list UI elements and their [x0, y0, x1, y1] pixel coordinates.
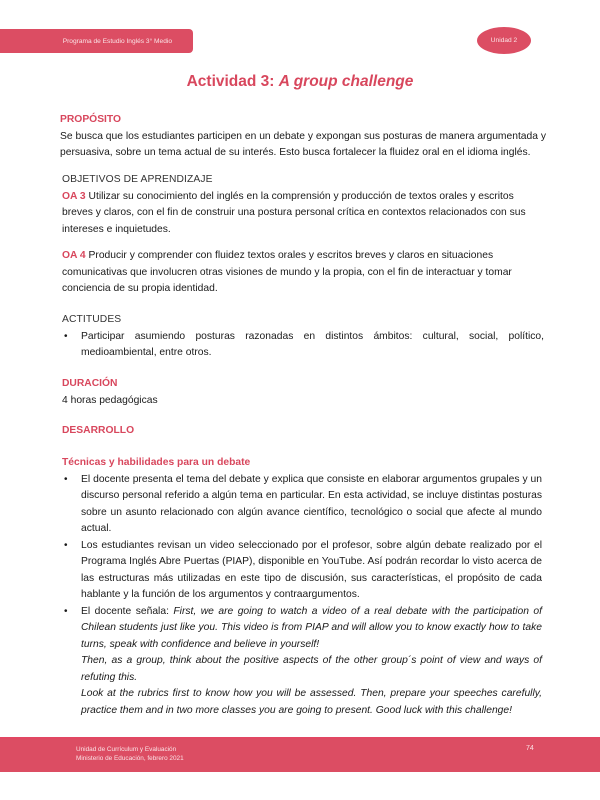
debate-skills-subheading: Técnicas y habilidades para un debate	[62, 457, 251, 468]
oa3-label: OA 3	[62, 190, 86, 202]
development-heading-block	[62, 423, 544, 440]
program-header-band	[0, 29, 193, 53]
development-list	[62, 472, 542, 720]
oa3-text: Utilizar su conocimiento del inglés en la comprensión y producción de textos orales y escritos breves y claros, con el fin de construir una postura personal crítica en contextos relacionados con sus intereses e inquietudes.	[62, 190, 526, 235]
teacher-quote-1: First, we are going to watch a video of a real debate with the participation of Chilean students just like you. This video is from PIAP and will allow you to know exactly how to take turns, speak with confidence and believe in yourself!	[81, 605, 542, 650]
footer-line-1: Unidad de Currículum y Evaluación	[76, 746, 177, 753]
objective-oa4	[62, 248, 542, 298]
footer-credits	[76, 745, 184, 763]
activity-title-prefix: Actividad 3:	[186, 73, 279, 90]
attitudes-heading: ACTITUDES	[62, 314, 122, 325]
attitudes-list	[62, 329, 544, 362]
development-heading: DESARROLLO	[62, 425, 135, 436]
page-number: 74	[526, 745, 534, 752]
purpose-section	[60, 112, 546, 162]
activity-title-italic: A group challenge	[278, 73, 414, 90]
unit-badge	[477, 27, 531, 54]
footer-line-2: Ministerio de Educación, febrero 2021	[76, 755, 184, 762]
teacher-quote-3: Look at the rubrics first to know how you will be assessed. Then, prepare your speeches carefully, practice them and in two more classes you are going to present. Good luck with this challenge!	[81, 688, 542, 716]
purpose-heading: PROPÓSITO	[60, 114, 122, 125]
attitude-item: • Participar asumiendo posturas razonadas en distintos ámbitos: cultural, social, político, medioambiental, entre otros.	[62, 329, 544, 362]
teacher-quote-2: Then, as a group, think about the positive aspects of the other group´s point of view and ways of refuting this.	[81, 655, 542, 683]
teacher-says-lead: El docente señala:	[81, 605, 174, 617]
development-section	[62, 455, 542, 719]
development-item: • El docente presenta el tema del debate y explica que consiste en elaborar argumentos grupales y un discurso personal referido a algún tema en particular. En esta actividad, se incluye distintas posturas sobre un asunto relacionado con algún avance científico, tecnológico o social que afecte al mundo actual.	[62, 472, 542, 538]
unit-label: Unidad 2	[490, 37, 518, 44]
development-item: • Los estudiantes revisan un video seleccionado por el profesor, sobre algún debate realizado por el Programa Inglés Abre Puertas (PIAP), disponible en YouTube. Así podrán recordar lo visto acerca de las estructuras más utilizadas en este tipo de discusión, sus características, el propósito de cada hablante y la función de los argumentos y contraargumentos.	[62, 538, 542, 604]
activity-title	[0, 73, 600, 91]
duration-heading: DURACIÓN	[62, 378, 118, 389]
purpose-text: Se busca que los estudiantes participen en un debate y expongan sus posturas de manera argumentada y persuasiva, sobre un tema actual de su interés. Esto busca fortalecer la fluidez oral en el idioma inglés.	[60, 130, 546, 158]
footer-band	[0, 737, 600, 772]
objectives-section	[62, 172, 542, 238]
objective-oa3	[62, 189, 542, 239]
oa4-label: OA 4	[62, 250, 86, 261]
attitudes-section	[62, 312, 544, 362]
duration-text: 4 horas pedagógicas	[62, 394, 158, 406]
development-item	[62, 604, 542, 720]
duration-section	[62, 376, 544, 409]
oa4-text: Producir y comprender con fluidez textos orales y escritos breves y claros en situaciones comunicativas que involucren otras visiones de mundo y la propia, con el fin de interactuar y tomar conciencia de su propia identidad.	[62, 250, 512, 294]
objectives-heading: OBJETIVOS DE APRENDIZAJE	[62, 174, 213, 185]
program-label: Programa de Estudio Inglés 3° Medio	[62, 37, 172, 45]
